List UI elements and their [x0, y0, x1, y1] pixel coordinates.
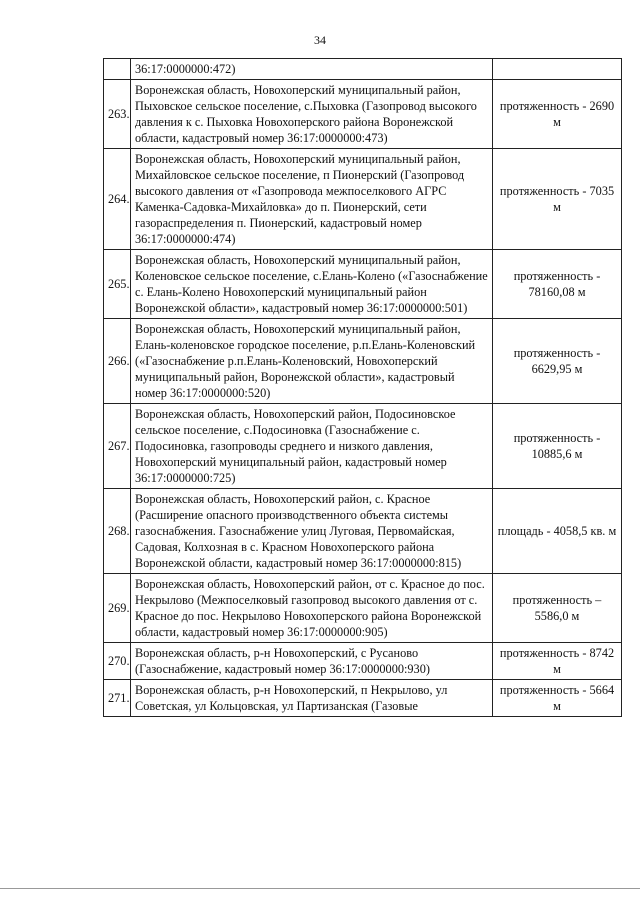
row-number: 270. — [104, 643, 131, 680]
row-description — [131, 404, 493, 489]
table-row — [104, 319, 622, 404]
table-row — [104, 680, 622, 717]
row-number: 271. — [104, 680, 131, 717]
table-row — [104, 149, 622, 250]
value-text: протяженность - 5664 м — [499, 683, 618, 713]
row-value — [493, 59, 622, 80]
row-description — [131, 59, 493, 80]
row-number: 269. — [104, 574, 131, 643]
row-value — [493, 643, 622, 680]
row-description — [131, 574, 493, 643]
row-description — [131, 250, 493, 319]
row-number: 263. — [104, 80, 131, 149]
table-row — [104, 574, 622, 643]
description-text: Воронежская область, Новохоперский муниципальный район, Елань-коленовское городское поселение, р.п.Елань-Коленовский («Газоснабжение р.п.Елань-Коленовский, Новохоперский муниципальный район, Воронежской области», кадастровый номер 36:17:0000000:520) — [135, 322, 479, 400]
page-bottom-divider — [0, 888, 640, 889]
row-number: 264. — [104, 149, 131, 250]
row-value — [493, 250, 622, 319]
objects-table — [103, 58, 622, 717]
table-row — [104, 404, 622, 489]
table-row — [104, 80, 622, 149]
description-text: Воронежская область, р-н Новохоперский, п Некрылово, ул Советская, ул Кольцовская, ул Партизанская (Газовые — [135, 683, 451, 713]
value-text: протяженность - 2690 м — [499, 99, 618, 129]
description-text: Воронежская область, Новохоперский муниципальный район, Михайловское сельское поселение, п Пионерский (Газопровод высокого давления от «Газопровода межпоселкового АГРС Каменка-Садовка-Михайловка» до п. Пионерский, сети газораспределения п. Пионерский, кадастровый номер 36:17:0000000:474) — [135, 152, 468, 246]
row-value — [493, 149, 622, 250]
row-value — [493, 319, 622, 404]
row-description — [131, 319, 493, 404]
row-number: 268. — [104, 489, 131, 574]
value-text: протяженность - 6629,95 м — [513, 346, 604, 376]
value-text: протяженность - 78160,08 м — [513, 269, 604, 299]
description-text: Воронежская область, Новохоперский район, с. Красное (Расширение опасного производственного объекта системы газоснабжения. Газоснабжение улиц Луговая, Первомайская, Садовая, Колхозная в с. Красном Новохоперского района Воронежской области, кадастровый номер 36:17:0000000:815) — [135, 492, 462, 570]
description-text: Воронежская область, Новохоперский район, от с. Красное до пос. Некрылово (Межпоселковый газопровод высокого давления от с. Красное до пос. Некрылово Новохоперского района Воронежской области, кадастровый номер 36:17:0000000:905) — [135, 577, 488, 639]
value-text: протяженность – 5586,0 м — [512, 593, 605, 623]
table-row — [104, 250, 622, 319]
row-description — [131, 643, 493, 680]
row-description — [131, 80, 493, 149]
table-row — [104, 59, 622, 80]
row-value — [493, 574, 622, 643]
description-text: Воронежская область, Новохоперский район, Подосиновское сельское поселение, с.Подосиновка (Газоснабжение с. Подосиновка, газопроводы среднего и низкого давления, Новохоперский муниципальный район, кадастровый номер 36:17:0000000:725) — [135, 407, 459, 485]
row-number: 265. — [104, 250, 131, 319]
table-row — [104, 643, 622, 680]
value-text: протяженность - 7035 м — [499, 184, 618, 214]
page-number: 34 — [314, 33, 326, 47]
row-number — [104, 59, 131, 80]
row-number: 266. — [104, 319, 131, 404]
value-text: площадь - 4058,5 кв. м — [497, 524, 617, 538]
row-description — [131, 489, 493, 574]
row-description — [131, 149, 493, 250]
row-value — [493, 680, 622, 717]
description-text: Воронежская область, р-н Новохоперский, с Русаново (Газоснабжение, кадастровый номер 36:17:0000000:930) — [135, 646, 430, 676]
value-text: протяженность - 10885,6 м — [513, 431, 604, 461]
description-text: Воронежская область, Новохоперский муниципальный район, Коленовское сельское поселение, с.Елань-Колено («Газоснабжение с. Елань-Колено Новохоперский муниципальный район Воронежской области», кадастровый номер 36:17:0000000:501) — [135, 253, 491, 315]
row-value — [493, 404, 622, 489]
value-text: протяженность - 8742 м — [499, 646, 618, 676]
row-number: 267. — [104, 404, 131, 489]
description-text: Воронежская область, Новохоперский муниципальный район, Пыховское сельское поселение, с.Пыховка (Газопровод высокого давления к с. Пыховка Новохоперского района Воронежской области, кадастровый номер 36:17:0000000:473) — [135, 83, 481, 145]
row-value — [493, 489, 622, 574]
description-text: 36:17:0000000:472) — [135, 62, 236, 76]
row-description — [131, 680, 493, 717]
table-row — [104, 489, 622, 574]
row-value — [493, 80, 622, 149]
